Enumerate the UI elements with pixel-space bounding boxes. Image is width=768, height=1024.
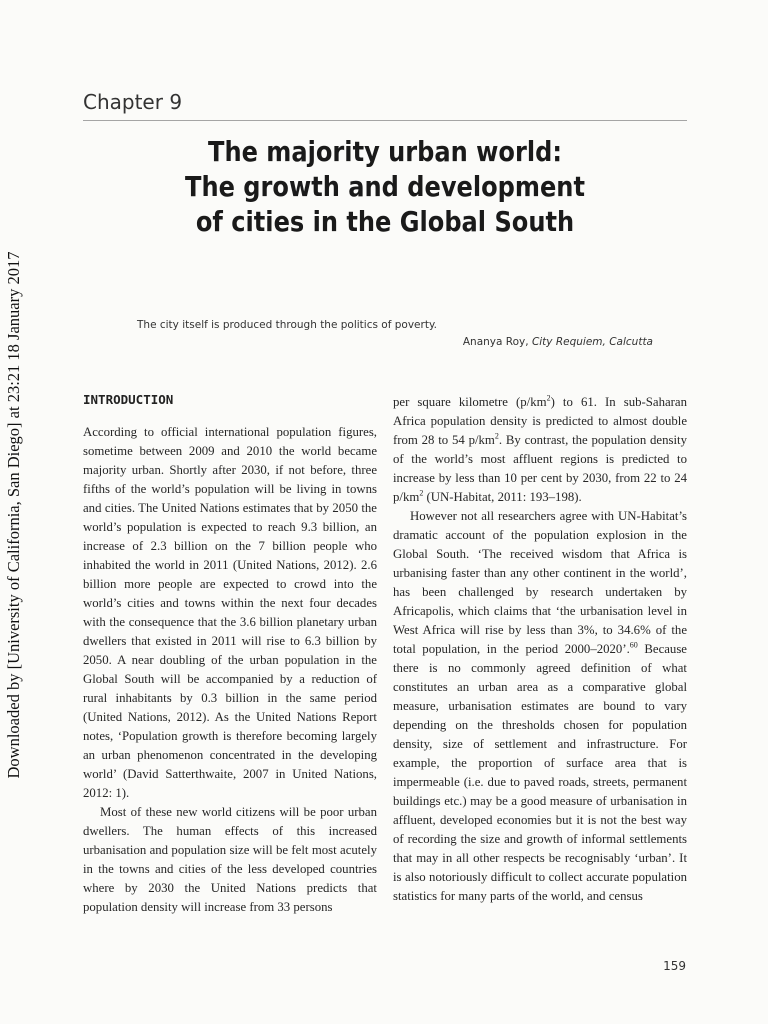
- paragraph: According to official international population figures, sometime between 2009 and 2010 the world became majority urban. Shortly after 2030, if not before, three fifths of the world’s population will be living in towns and cities. The United Nations estimates that by 2050 the world’s population is expected to reach 9.3 billion, an increase of 2.3 billion on the 7 billion people who inhabited the world in 2011 (United Nations, 2012). 2.6 billion more people are expected to crowd into the world’s cities and towns within the next four decades with the consequence that the 3.6 billion planetary urban dwellers that existed in 2011 will rise to 6.3 billion by 2050. A near doubling of the urban population in the Global South will be accompanied by a reduction of rural inhabitants by 0.3 billion in the same period (United Nations, 2012). As the United Nations Report notes, ‘Population growth is therefore becoming largely an urban phenomenon concentrated in the developing world’ (David Satterthwaite, 2007 in United Nations, 2012: 1).: [83, 425, 377, 800]
- superscript: 2: [546, 393, 551, 403]
- superscript: 2: [419, 488, 424, 498]
- download-notice: Downloaded by [University of California, San Diego] at 23:21 18 January 2017: [4, 251, 23, 778]
- epigraph-source: City Requiem, Calcutta: [531, 336, 653, 348]
- title-line-1: The majority urban world:: [208, 135, 562, 168]
- download-watermark: [2, 232, 26, 797]
- paragraph: per square kilometre $(p/km^2)$ to 61. In sub-Saharan Africa population density is predicted to almost double from 28 to 54 $p/km^2$. By contrast, the population density of the world’s most affluent regions is predicted to increase by less than 10 per cent by 2030, from 22 to 24 $p/km^2$ (UN-Habitat, 2011: 193–198).: [393, 393, 687, 504]
- epigraph-quote: The city itself is produced through the politics of poverty.: [137, 319, 438, 331]
- page-number: 159: [663, 959, 686, 973]
- paragraph: Most of these new world citizens will be poor urban dwellers. The human effects of this increased urbanisation and population size will be felt most acutely in the towns and cities of the less developed countries where by 2030 the United Nations predicts that population density will increase from 33 persons: [83, 805, 377, 914]
- title-line-2: The growth and development: [185, 170, 585, 203]
- superscript: 2: [494, 431, 499, 441]
- chapter-label: Chapter 9: [83, 90, 183, 114]
- chapter-title: [83, 134, 687, 239]
- paragraph: However not all researchers agree with UN-Habitat’s dramatic account of the population explosion in the Global South. ‘The received wisdom that Africa is urbanising faster than any other continent in the world’, has been challenged by research undertaken by Africapolis, which claims that ‘the urbanisation level in West Africa will rise by less than 3%, to 34.6% of the total population, in the period 2000–2020’.$^{60}$ Because there is no commonly agreed definition of what constitutes an urban area as a comparative global measure, urbanisation estimates are bound to vary depending on the thresholds chosen for population density, size of settlement and infrastructure. For example, the proportion of surface area that is impermeable (i.e. due to paved roads, streets, permanent buildings etc.) may be a good measure of urbanisation in affluent, developed economies but it is not the best way of recording the size and growth of informal settlements that may in all other respects be recognisably ‘urban’. It is also notoriously difficult to collect accurate population statistics for many parts of the world, and census: [393, 509, 687, 903]
- footnote-marker: 60: [629, 640, 638, 650]
- header-rule: [83, 120, 687, 121]
- text-column-left: [83, 423, 377, 917]
- text-column-right: [393, 393, 687, 906]
- title-line-3: of cities in the Global South: [195, 205, 575, 238]
- epigraph-attribution: [463, 336, 653, 348]
- epigraph-author: Ananya Roy,: [462, 336, 529, 348]
- section-heading: INTRODUCTION: [83, 392, 174, 407]
